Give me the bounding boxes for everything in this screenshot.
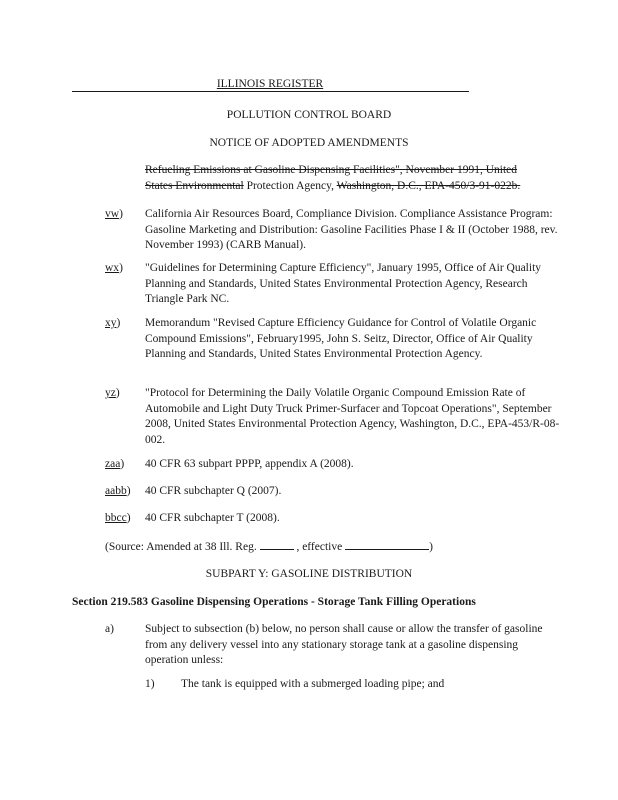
- reference-text: California Air Resources Board, Compliance Division. Compliance Assistance Program: Gasoline Marketing and Distribution: Gasoline Facilities Phase I & II (October 1988, rev. November 1993) (CARB Manual).: [145, 208, 558, 251]
- reference-label: [105, 386, 141, 402]
- carryover-line-2: [145, 179, 565, 195]
- reference-label: [105, 207, 141, 223]
- reference-label-struck: aabb: [105, 485, 127, 497]
- subpart-heading: SUBPART Y: GASOLINE DISTRIBUTION: [205, 568, 413, 580]
- reference-label: [105, 511, 141, 527]
- reference-label-struck: vw: [105, 208, 120, 220]
- reference-label-struck: xy: [105, 317, 117, 329]
- source-suffix: ): [429, 541, 433, 553]
- reference-label-struck: bbcc: [105, 512, 127, 524]
- subprovision-label: 1): [145, 678, 155, 690]
- reference-label-close: ): [116, 317, 121, 329]
- reference-text: 40 CFR subchapter Q (2007).: [145, 485, 282, 497]
- notice-title: NOTICE OF ADOPTED AMENDMENTS: [209, 137, 409, 149]
- source-blank-date: [345, 538, 429, 550]
- board-name: POLLUTION CONTROL BOARD: [226, 109, 392, 121]
- reference-text: "Guidelines for Determining Capture Efficiency", January 1995, Office of Air Quality Planning and Standards, United States Environmental Protection Agency, Research Triangle Park NC.: [145, 262, 542, 305]
- reference-label-close: ): [126, 512, 131, 524]
- reference-label-close: ): [120, 458, 125, 470]
- carryover-struck-b: Washington, D.C., EPA-450/3-91-022b.: [336, 179, 521, 192]
- reference-label-close: ): [115, 387, 120, 399]
- reference-label-close: ): [119, 208, 123, 220]
- carryover-struck-a: States Environmental: [145, 179, 244, 192]
- reference-text: Memorandum "Revised Capture Efficiency Guidance for Control of Volatile Organic Compound Emissions", February1995, John S. Seitz, Director, Office of Air Quality Planning and Standards, United States Environmental Protection Agency.: [145, 317, 537, 360]
- reference-label-close: ): [126, 485, 131, 497]
- reference-text: 40 CFR subchapter T (2008).: [145, 512, 280, 524]
- reference-text: 40 CFR 63 subpart PPPP, appendix A (2008).: [145, 458, 354, 470]
- subprovision-text: The tank is equipped with a submerged loading pipe; and: [181, 678, 445, 690]
- provision-label: a): [105, 623, 114, 635]
- reference-label: [105, 457, 141, 473]
- reference-text: "Protocol for Determining the Daily Volatile Organic Compound Emission Rate of Automobile and Light Duty Truck Primer-Surfacer and Topcoat Operations", September 2008, United States Environmental Protection Agency, Washington, D.C., EPA-453/R-08-002.: [145, 387, 560, 446]
- section-heading: Section 219.583 Gasoline Dispensing Operations - Storage Tank Filling Operations: [72, 596, 476, 608]
- reference-label: [105, 484, 141, 500]
- reference-label-struck: yz: [105, 387, 116, 399]
- header-rule: [72, 91, 469, 92]
- reference-label: [105, 316, 141, 332]
- source-blank-page: [260, 538, 294, 550]
- reference-label-close: ): [119, 262, 123, 274]
- source-prefix: (Source: Amended at 38 Ill. Reg.: [105, 541, 257, 553]
- reference-label: [105, 261, 141, 277]
- carryover-reference: [145, 163, 565, 194]
- source-note: [105, 538, 565, 556]
- carryover-plain: Protection Agency,: [243, 179, 337, 192]
- source-middle: , effective: [296, 541, 343, 553]
- carryover-line-1: Refueling Emissions at Gasoline Dispensing Facilities", November 1991, United: [145, 164, 518, 176]
- provision-text: Subject to subsection (b) below, no person shall cause or allow the transfer of gasoline from any delivery vessel into any stationary storage tank at a gasoline dispensing operation unless:: [145, 623, 543, 666]
- reference-label-struck: wx: [105, 262, 120, 274]
- register-title: ILLINOIS REGISTER: [216, 78, 324, 90]
- reference-label-struck: zaa: [105, 458, 121, 470]
